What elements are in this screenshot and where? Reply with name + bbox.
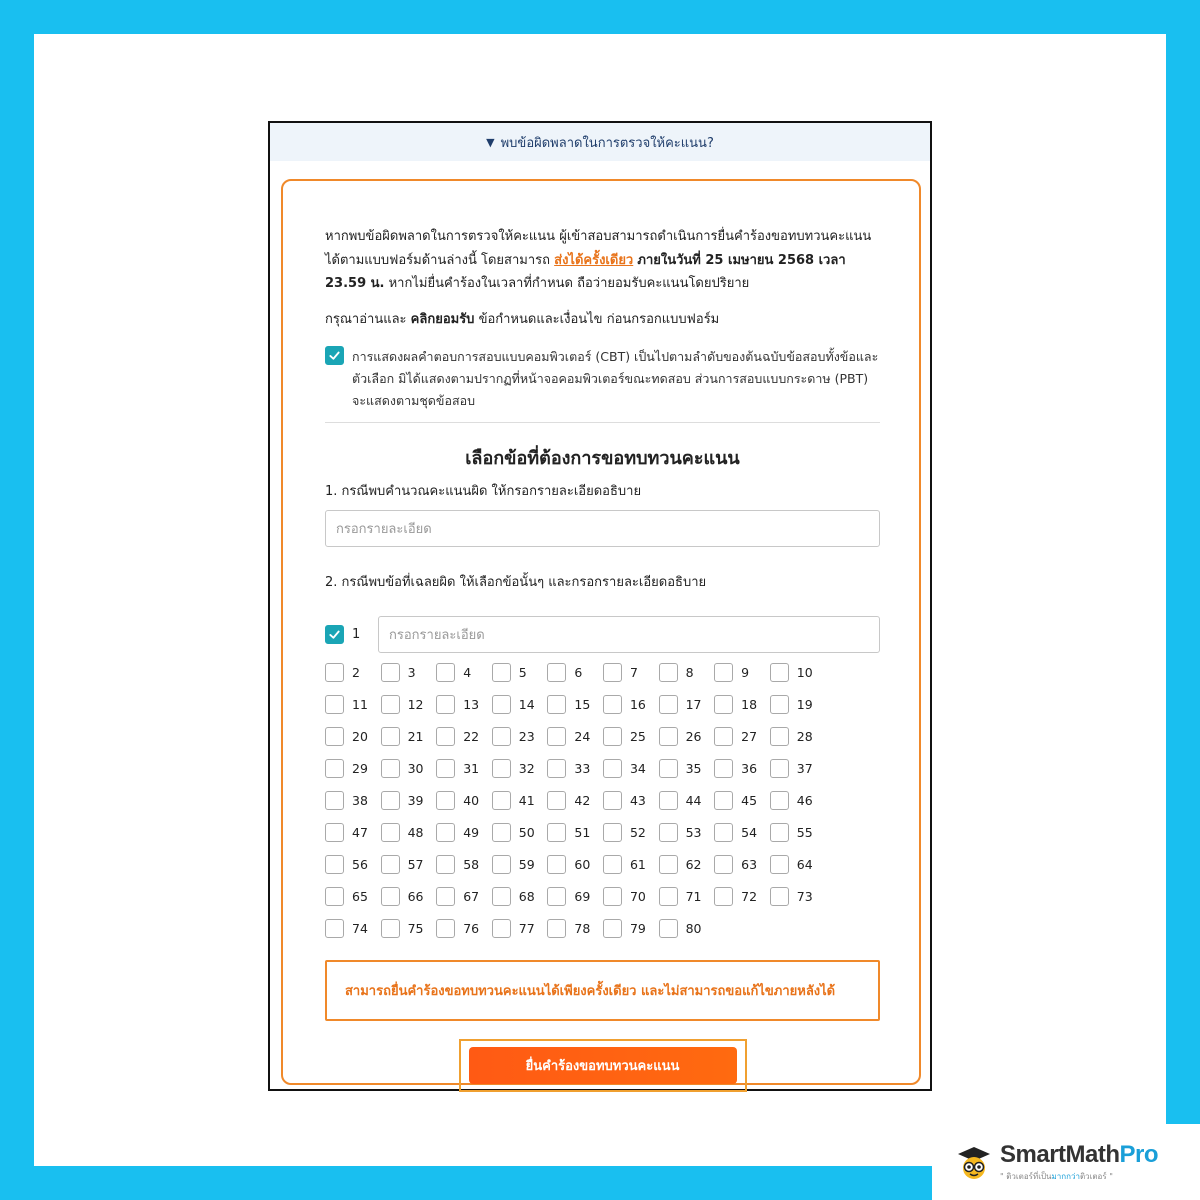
item-checkbox[interactable] bbox=[770, 823, 789, 842]
item-cell bbox=[492, 791, 548, 810]
screenshot-panel bbox=[268, 121, 932, 1091]
item-checkbox[interactable] bbox=[603, 791, 622, 810]
item-cell bbox=[770, 791, 826, 810]
submit-focus-ring bbox=[459, 1039, 747, 1092]
item-checkbox[interactable] bbox=[492, 855, 511, 874]
case1-label: 1. กรณีพบคำนวณคะแนนผิด ให้กรอกรายละเอียดอธิบาย bbox=[325, 483, 642, 499]
item-checkbox[interactable] bbox=[659, 663, 678, 682]
item-checkbox[interactable] bbox=[659, 759, 678, 778]
item-number: 74 bbox=[352, 920, 368, 936]
item-cell bbox=[770, 759, 826, 778]
item-number: 48 bbox=[407, 824, 424, 840]
item-cell bbox=[603, 727, 659, 746]
item-checkbox[interactable] bbox=[659, 727, 678, 746]
item-number: 53 bbox=[685, 824, 702, 840]
consent-text: การแสดงผลคำตอบการสอบแบบคอมพิวเตอร์ (CBT) เป็นไปตามลำดับของต้นฉบับข้อสอบทั้งข้อและตัวเลือก มิได้แสดงตามปรากฏที่หน้าจอคอมพิวเตอร์ขณะทดสอบ ส่วนการสอบแบบกระดาษ (PBT) จะแสดงตามชุดข้อสอบ bbox=[352, 348, 879, 408]
item-checkbox[interactable] bbox=[659, 887, 678, 906]
item-cell bbox=[714, 887, 770, 906]
item-number: 56 bbox=[352, 856, 368, 872]
item-cell bbox=[547, 727, 603, 746]
item-number: 30 bbox=[407, 760, 424, 776]
consent-checkbox[interactable] bbox=[325, 346, 344, 365]
item-checkbox[interactable] bbox=[770, 759, 789, 778]
item-checkbox[interactable] bbox=[436, 855, 455, 874]
item-checkbox[interactable] bbox=[381, 695, 400, 714]
item-cell bbox=[492, 695, 548, 714]
item-cell bbox=[492, 759, 548, 778]
item-number: 52 bbox=[629, 824, 646, 840]
item-number: 24 bbox=[574, 728, 591, 744]
item-number: 13 bbox=[463, 696, 480, 712]
item-cell bbox=[714, 791, 770, 810]
item-cell bbox=[659, 695, 715, 714]
item-checkbox[interactable] bbox=[714, 823, 733, 842]
item-cell bbox=[325, 695, 381, 714]
item-checkbox[interactable] bbox=[325, 759, 344, 778]
item-number: 22 bbox=[463, 728, 480, 744]
deadline-text: ภายในวันที่ 25 เมษายน 2568 เวลา 23.59 น. bbox=[325, 252, 846, 291]
item-checkbox[interactable] bbox=[547, 663, 566, 682]
item-number: 68 bbox=[518, 888, 535, 904]
item-checkbox[interactable] bbox=[325, 663, 344, 682]
item-number: 45 bbox=[741, 792, 758, 808]
item-number: 62 bbox=[685, 856, 702, 872]
divider bbox=[325, 422, 880, 423]
item-cell bbox=[381, 791, 437, 810]
item-cell bbox=[436, 823, 492, 842]
item-checkbox[interactable] bbox=[381, 727, 400, 746]
item-number: 40 bbox=[463, 792, 480, 808]
item-checkbox[interactable] bbox=[436, 759, 455, 778]
item-cell bbox=[770, 823, 826, 842]
item-number: 75 bbox=[407, 920, 424, 936]
item-number: 31 bbox=[463, 760, 480, 776]
item-cell bbox=[325, 663, 381, 682]
item-cell bbox=[436, 919, 492, 938]
item-number: 60 bbox=[574, 856, 591, 872]
item-cell bbox=[381, 695, 437, 714]
item-checkbox[interactable] bbox=[325, 695, 344, 714]
item-checkbox[interactable] bbox=[325, 727, 344, 746]
item-cell bbox=[603, 791, 659, 810]
item-number: 2 bbox=[352, 664, 360, 680]
item-checkbox[interactable] bbox=[381, 919, 400, 938]
item-cell bbox=[436, 663, 492, 682]
item-checkbox[interactable] bbox=[381, 663, 400, 682]
item-cell bbox=[547, 919, 603, 938]
item-1-input[interactable] bbox=[378, 616, 880, 653]
item-number: 37 bbox=[796, 760, 813, 776]
item-checkbox[interactable] bbox=[659, 823, 678, 842]
section-title: เลือกข้อที่ต้องการขอทบทวนคะแนน bbox=[465, 447, 740, 469]
item-cell bbox=[770, 695, 826, 714]
item-cell bbox=[603, 759, 659, 778]
item-cell bbox=[714, 855, 770, 874]
item-number: 18 bbox=[741, 696, 758, 712]
item-cell bbox=[603, 919, 659, 938]
item-cell bbox=[381, 919, 437, 938]
item-number: 6 bbox=[574, 664, 583, 680]
item-checkbox[interactable] bbox=[381, 759, 400, 778]
item-checkbox[interactable] bbox=[547, 695, 566, 714]
item-number: 65 bbox=[352, 888, 368, 904]
submit-button[interactable]: ยื่นคำร้องขอทบทวนคะแนน bbox=[469, 1047, 737, 1084]
item-checkbox[interactable] bbox=[603, 887, 622, 906]
warning-box bbox=[325, 960, 880, 1021]
intro-part3: หากไม่ยื่นคำร้องในเวลาที่กำหนด ถือว่ายอมรับคะแนนโดยปริยาย bbox=[384, 276, 750, 291]
instruction-before: กรุณาอ่านและ bbox=[325, 311, 411, 327]
item-checkbox[interactable] bbox=[492, 695, 511, 714]
item-cell bbox=[325, 855, 381, 874]
item-checkbox[interactable] bbox=[714, 791, 733, 810]
item-checkbox[interactable] bbox=[547, 727, 566, 746]
item-checkbox[interactable] bbox=[659, 791, 678, 810]
item-number: 38 bbox=[352, 792, 368, 808]
item-number: 27 bbox=[741, 728, 758, 744]
case2-label: 2. กรณีพบข้อที่เฉลยผิด ให้เลือกข้อนั้นๆ และกรอกรายละเอียดอธิบาย bbox=[325, 574, 707, 590]
item-checkbox[interactable] bbox=[325, 791, 344, 810]
item-checkbox[interactable] bbox=[770, 727, 789, 746]
item-checkbox[interactable] bbox=[492, 727, 511, 746]
item-cell bbox=[325, 759, 381, 778]
instruction-bold: คลิกยอมรับ bbox=[410, 311, 475, 327]
item-checkbox[interactable] bbox=[770, 855, 789, 874]
item-cell bbox=[325, 791, 381, 810]
item-checkbox[interactable] bbox=[659, 855, 678, 874]
item-cell bbox=[603, 855, 659, 874]
send-once-link: ส่งได้ครั้งเดียว bbox=[554, 252, 634, 268]
item-checkbox[interactable] bbox=[547, 855, 566, 874]
item-checkbox[interactable] bbox=[714, 695, 733, 714]
item-number: 54 bbox=[741, 824, 758, 840]
item-cell bbox=[325, 887, 381, 906]
tagline-after: ติวเตอร์ " bbox=[1079, 1172, 1113, 1181]
item-cell bbox=[659, 663, 715, 682]
item-number: 51 bbox=[574, 824, 591, 840]
item-cell bbox=[603, 887, 659, 906]
item-number: 63 bbox=[741, 856, 758, 872]
case1-placeholder: กรอกรายละเอียด bbox=[336, 521, 432, 537]
item-number: 15 bbox=[574, 696, 591, 712]
item-checkbox[interactable] bbox=[547, 887, 566, 906]
item-cell bbox=[603, 695, 659, 714]
item-number: 23 bbox=[518, 728, 535, 744]
item-cell bbox=[714, 727, 770, 746]
item-checkbox[interactable] bbox=[547, 759, 566, 778]
item-checkbox[interactable] bbox=[381, 887, 400, 906]
brand-accent: Pro bbox=[1119, 1141, 1159, 1168]
item-cell bbox=[659, 855, 715, 874]
item-number: 41 bbox=[518, 792, 535, 808]
triangle-down-icon: ▼ bbox=[486, 135, 495, 149]
intro-part1: หากพบข้อผิดพลาดในการตรวจให้คะแนน ผู้เข้าสอบสามารถดำเนินการยื่นคำร้องขอทบทวนคะแนนได้ตามแบบฟอร์มด้านล่างนี้ โดยสามารถ bbox=[325, 229, 872, 268]
item-cell bbox=[436, 727, 492, 746]
item-checkbox[interactable] bbox=[436, 887, 455, 906]
check-icon bbox=[328, 349, 341, 362]
item-cell bbox=[714, 759, 770, 778]
item-checkbox[interactable] bbox=[714, 855, 733, 874]
item-checkbox[interactable] bbox=[492, 887, 511, 906]
item-number: 67 bbox=[463, 888, 480, 904]
item-checkbox[interactable] bbox=[603, 727, 622, 746]
item-number: 55 bbox=[796, 824, 813, 840]
item-cell bbox=[436, 791, 492, 810]
item-number: 64 bbox=[796, 856, 813, 872]
item-checkbox[interactable] bbox=[547, 919, 566, 938]
brand-name bbox=[1000, 1141, 1158, 1169]
instruction-after: ข้อกำหนดและเงื่อนไข ก่อนกรอกแบบฟอร์ม bbox=[474, 311, 720, 327]
item-cell bbox=[714, 695, 770, 714]
item-checkbox[interactable] bbox=[492, 759, 511, 778]
item-checkbox[interactable] bbox=[436, 919, 455, 938]
item-checkbox[interactable] bbox=[547, 823, 566, 842]
item-cell bbox=[547, 663, 603, 682]
item-checkbox[interactable] bbox=[325, 823, 344, 842]
item-checkbox[interactable] bbox=[547, 791, 566, 810]
item-checkbox[interactable] bbox=[714, 663, 733, 682]
item-number: 59 bbox=[518, 856, 535, 872]
item-checkbox[interactable] bbox=[603, 823, 622, 842]
item-checkbox[interactable] bbox=[325, 887, 344, 906]
item-cell bbox=[770, 855, 826, 874]
warning-text: สามารถยื่นคำร้องขอทบทวนคะแนนได้เพียงครั้งเดียว และไม่สามารถขอแก้ไขภายหลังได้ bbox=[345, 983, 836, 999]
item-cell bbox=[770, 663, 826, 682]
item-number: 4 bbox=[463, 664, 472, 680]
item-checkbox[interactable] bbox=[770, 887, 789, 906]
item-cell bbox=[659, 887, 715, 906]
item-1-placeholder: กรอกรายละเอียด bbox=[389, 627, 485, 643]
item-checkbox[interactable] bbox=[492, 663, 511, 682]
item-cell bbox=[603, 823, 659, 842]
item-number: 58 bbox=[463, 856, 480, 872]
item-checkbox[interactable] bbox=[659, 695, 678, 714]
item-checkbox[interactable] bbox=[492, 919, 511, 938]
instruction-text bbox=[325, 310, 880, 330]
item-number: 80 bbox=[685, 920, 702, 936]
error-toggle-label: พบข้อผิดพลาดในการตรวจให้คะแนน? bbox=[500, 135, 714, 151]
review-request-card bbox=[281, 179, 921, 1085]
item-cell bbox=[547, 791, 603, 810]
item-number: 7 bbox=[629, 664, 638, 680]
item-number: 72 bbox=[741, 888, 758, 904]
item-cell bbox=[659, 791, 715, 810]
item-checkbox[interactable] bbox=[714, 727, 733, 746]
item-number: 69 bbox=[574, 888, 591, 904]
item-number: 32 bbox=[518, 760, 535, 776]
item-cell bbox=[492, 727, 548, 746]
item-cell bbox=[381, 855, 437, 874]
item-cell bbox=[381, 823, 437, 842]
item-cell bbox=[547, 855, 603, 874]
item-number: 33 bbox=[574, 760, 591, 776]
item-number: 34 bbox=[629, 760, 646, 776]
item-cell bbox=[492, 855, 548, 874]
item-checkbox[interactable] bbox=[325, 919, 344, 938]
item-number: 14 bbox=[518, 696, 535, 712]
item-cell bbox=[714, 823, 770, 842]
item-number: 66 bbox=[407, 888, 424, 904]
item-cell bbox=[492, 823, 548, 842]
item-number: 25 bbox=[629, 728, 646, 744]
item-cell bbox=[547, 887, 603, 906]
item-number: 79 bbox=[629, 920, 646, 936]
item-number: 21 bbox=[407, 728, 424, 744]
item-checkbox-grid bbox=[325, 663, 880, 938]
item-number: 5 bbox=[518, 664, 527, 680]
item-cell bbox=[659, 727, 715, 746]
item-number: 50 bbox=[518, 824, 535, 840]
intro-text bbox=[325, 225, 880, 296]
item-number: 9 bbox=[741, 664, 750, 680]
item-checkbox[interactable] bbox=[603, 919, 622, 938]
item-number: 29 bbox=[352, 760, 368, 776]
item-number: 76 bbox=[463, 920, 480, 936]
item-cell bbox=[659, 919, 715, 938]
item-checkbox[interactable] bbox=[714, 759, 733, 778]
item-cell bbox=[770, 887, 826, 906]
item-1-number: 1 bbox=[352, 626, 361, 642]
brand-main: SmartMath bbox=[1000, 1141, 1120, 1168]
item-number: 70 bbox=[629, 888, 646, 904]
item-cell bbox=[381, 759, 437, 778]
item-number: 35 bbox=[685, 760, 702, 776]
owl-mascot-icon bbox=[954, 1142, 994, 1182]
item-number: 36 bbox=[741, 760, 758, 776]
item-number: 43 bbox=[629, 792, 646, 808]
item-cell bbox=[714, 663, 770, 682]
item-number: 16 bbox=[629, 696, 646, 712]
item-cell bbox=[436, 695, 492, 714]
case1-input[interactable] bbox=[325, 510, 880, 547]
item-1-checkbox[interactable] bbox=[325, 625, 344, 644]
item-number: 71 bbox=[685, 888, 702, 904]
item-number: 17 bbox=[685, 696, 702, 712]
item-checkbox[interactable] bbox=[381, 823, 400, 842]
item-number: 19 bbox=[796, 696, 813, 712]
item-number: 44 bbox=[685, 792, 702, 808]
item-cell bbox=[492, 663, 548, 682]
item-cell bbox=[547, 823, 603, 842]
item-number: 73 bbox=[796, 888, 813, 904]
item-cell bbox=[381, 663, 437, 682]
item-cell bbox=[492, 887, 548, 906]
item-number: 3 bbox=[407, 664, 416, 680]
item-checkbox[interactable] bbox=[436, 823, 455, 842]
item-number: 77 bbox=[518, 920, 535, 936]
item-cell bbox=[492, 919, 548, 938]
item-checkbox[interactable] bbox=[436, 695, 455, 714]
item-checkbox[interactable] bbox=[325, 855, 344, 874]
item-checkbox[interactable] bbox=[436, 791, 455, 810]
item-cell bbox=[325, 919, 381, 938]
item-checkbox[interactable] bbox=[714, 887, 733, 906]
item-number: 8 bbox=[685, 664, 694, 680]
item-cell bbox=[381, 887, 437, 906]
item-number: 26 bbox=[685, 728, 702, 744]
item-number: 61 bbox=[629, 856, 646, 872]
item-number: 78 bbox=[574, 920, 591, 936]
error-toggle[interactable] bbox=[270, 123, 930, 161]
item-checkbox[interactable] bbox=[659, 919, 678, 938]
item-number: 28 bbox=[796, 728, 813, 744]
item-number: 20 bbox=[352, 728, 368, 744]
item-cell bbox=[381, 727, 437, 746]
item-checkbox[interactable] bbox=[492, 791, 511, 810]
item-cell bbox=[659, 759, 715, 778]
item-checkbox[interactable] bbox=[436, 727, 455, 746]
item-cell bbox=[659, 823, 715, 842]
tagline-before: " ติวเตอร์ที่เป็น bbox=[1000, 1172, 1052, 1181]
item-cell bbox=[436, 855, 492, 874]
item-cell bbox=[325, 823, 381, 842]
item-checkbox[interactable] bbox=[436, 663, 455, 682]
item-checkbox[interactable] bbox=[381, 791, 400, 810]
item-cell bbox=[603, 663, 659, 682]
brand-logo bbox=[932, 1124, 1200, 1200]
item-cell bbox=[770, 727, 826, 746]
item-number: 10 bbox=[796, 664, 813, 680]
item-number: 12 bbox=[407, 696, 424, 712]
brand-tagline bbox=[1000, 1170, 1158, 1183]
item-checkbox[interactable] bbox=[770, 663, 789, 682]
item-number: 57 bbox=[407, 856, 424, 872]
item-checkbox[interactable] bbox=[770, 695, 789, 714]
item-cell bbox=[436, 887, 492, 906]
item-1-row bbox=[325, 616, 880, 653]
item-checkbox[interactable] bbox=[603, 695, 622, 714]
item-checkbox[interactable] bbox=[603, 759, 622, 778]
item-checkbox[interactable] bbox=[381, 855, 400, 874]
item-cell bbox=[436, 759, 492, 778]
item-number: 46 bbox=[796, 792, 813, 808]
item-number: 49 bbox=[463, 824, 480, 840]
item-checkbox[interactable] bbox=[603, 663, 622, 682]
item-number: 39 bbox=[407, 792, 424, 808]
tagline-highlight: มากกว่า bbox=[1051, 1172, 1080, 1181]
item-cell bbox=[325, 727, 381, 746]
item-checkbox[interactable] bbox=[770, 791, 789, 810]
item-checkbox[interactable] bbox=[492, 823, 511, 842]
consent-row bbox=[325, 346, 880, 412]
item-number: 42 bbox=[574, 792, 591, 808]
item-cell bbox=[547, 695, 603, 714]
item-number: 11 bbox=[352, 696, 368, 712]
check-icon bbox=[328, 628, 341, 641]
item-number: 47 bbox=[352, 824, 368, 840]
item-cell bbox=[547, 759, 603, 778]
item-checkbox[interactable] bbox=[603, 855, 622, 874]
